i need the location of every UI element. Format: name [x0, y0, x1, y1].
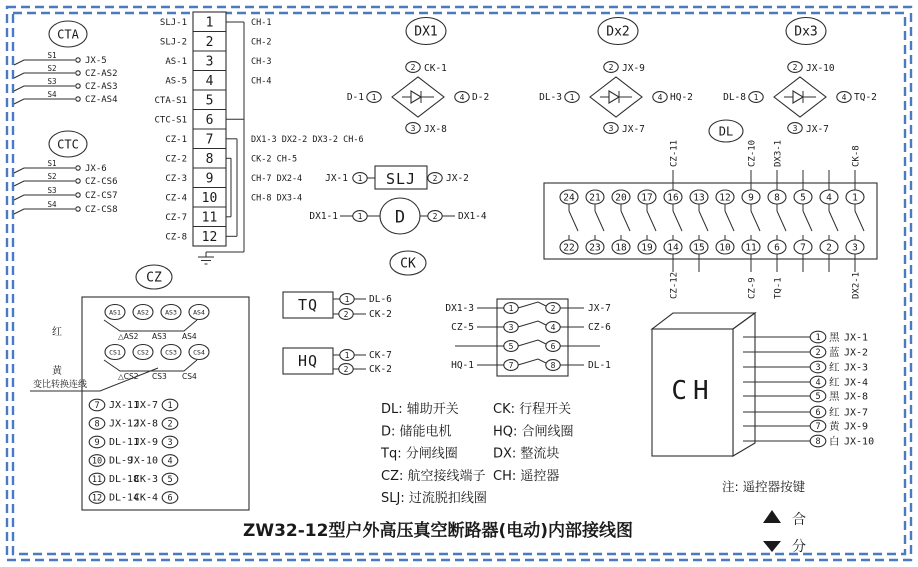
pin-number: 2: [815, 348, 821, 358]
socket-label: AS1: [109, 308, 121, 317]
pin-number: 3: [167, 438, 173, 448]
pin-number: 3: [508, 322, 514, 332]
pin-number: 3: [792, 123, 798, 133]
pin-number: 6: [774, 242, 780, 254]
close-label: 合: [792, 512, 806, 528]
pin-number: 21: [589, 192, 601, 204]
pin-number: 24: [563, 192, 575, 204]
cz-aviation-connector: [30, 265, 249, 510]
ch-box-side: [733, 313, 755, 456]
terminal-number: 12: [201, 229, 218, 245]
terminal-left-label: SLJ-1: [159, 17, 187, 28]
pin-wire-label: D-2: [472, 92, 490, 103]
switch-tap-label: S2: [47, 172, 57, 181]
legend: [380, 401, 574, 506]
component-label: CH: [671, 376, 715, 406]
terminal-number: 9: [205, 171, 214, 187]
pin-wire-label: DX1-3: [445, 303, 474, 314]
wire: [14, 73, 75, 78]
pin-wire-label: JX-11: [109, 400, 140, 412]
terminal-left-label: CZ-2: [165, 154, 187, 165]
pin-wire-label: DL-11: [109, 437, 140, 449]
strip-wire-label: CZ-12: [669, 271, 680, 299]
pin-number: 2: [167, 419, 173, 430]
pin-number: 3: [410, 123, 416, 133]
legend-entry: HQ: 合闸线圈: [493, 424, 574, 440]
pin-wire-label: JX-7: [588, 303, 611, 314]
cta-current-transformer: [14, 21, 118, 105]
pin-number: 2: [826, 242, 832, 254]
wire-end: [76, 179, 80, 183]
wire-color-label: 红: [829, 376, 840, 389]
d-energy-storage-motor: [309, 198, 486, 234]
wire: [14, 181, 75, 186]
pin-wire-label: JX-1: [325, 173, 348, 184]
wire-end: [76, 166, 80, 170]
pin-number: 1: [508, 303, 514, 313]
socket-label: CS3: [165, 348, 177, 357]
component-label: CTA: [57, 27, 79, 42]
link-label: CS4: [182, 372, 197, 381]
terminal-left-label: CZ-3: [165, 173, 187, 184]
terminal-number: 1: [205, 15, 214, 31]
component-label: CZ: [146, 270, 162, 286]
link-label: △CS2: [118, 372, 139, 381]
wire-color-label: 白: [829, 435, 840, 448]
remote-buttons-note: [722, 479, 806, 555]
pin-number: 2: [792, 62, 798, 72]
wire-end: [76, 84, 80, 88]
pin-number: 1: [167, 401, 173, 411]
pin-number: 2: [550, 303, 556, 313]
component-label: DL: [718, 124, 734, 139]
pin-wire-label: DL-8: [723, 92, 746, 103]
wire-target-label: CZ-AS3: [85, 82, 118, 92]
switch-tap-label: S4: [47, 90, 57, 99]
pin-wire-label: JX-8: [424, 124, 447, 135]
pin-number: 1: [753, 92, 759, 102]
pin-wire-label: JX-7: [844, 407, 869, 419]
pin-number: 18: [615, 242, 627, 254]
wire-target-label: CZ-CS7: [85, 191, 118, 201]
terminal-left-label: CTA-S1: [154, 95, 187, 106]
component-label: Dx2: [606, 24, 630, 40]
open-button-triangle-down: [763, 541, 781, 552]
pin-wire-label: JX-4: [844, 377, 869, 389]
component-label: SLJ: [385, 170, 417, 188]
pin-wire-label: JX-2: [844, 347, 869, 359]
socket-label: AS4: [193, 308, 205, 317]
pin-number: 8: [94, 419, 100, 430]
pin-number: 4: [657, 92, 663, 102]
pin-wire-label: CK-3: [133, 474, 158, 486]
wire: [14, 99, 75, 104]
wire: [14, 168, 75, 173]
terminal-number: 8: [205, 151, 214, 167]
pin-number: 2: [608, 62, 614, 72]
pin-number: 15: [693, 242, 705, 254]
legend-entry: DL: 辅助开关: [381, 402, 459, 417]
pin-wire-label: JX-1: [844, 332, 869, 344]
pin-number: 6: [167, 493, 173, 504]
pin-number: 16: [667, 192, 679, 204]
pin-wire-label: JX-7: [133, 400, 158, 412]
pin-number: 1: [357, 173, 363, 183]
legend-entry: CZ: 航空接线端子: [381, 468, 486, 484]
switch-tap-label: S3: [47, 186, 57, 195]
pin-number: 7: [94, 401, 100, 411]
terminal-number: 11: [201, 210, 218, 226]
pin-wire-label: TQ-2: [854, 92, 877, 103]
switch-tap-label: S3: [47, 77, 57, 86]
terminal-number: 3: [205, 54, 214, 70]
pin-wire-label: DL-9: [109, 455, 134, 467]
terminal-right-label: CH-7 DX2-4: [251, 173, 303, 184]
legend-entry: D: 储能电机: [381, 424, 452, 440]
strip-wire-label: DX2-1: [851, 271, 862, 299]
wire-end: [76, 71, 80, 75]
pin-wire-label: JX-7: [622, 124, 645, 135]
terminal-left-label: CZ-8: [165, 232, 187, 243]
pin-wire-label: DL-14: [109, 492, 140, 504]
pin-number: 17: [641, 192, 653, 204]
pin-number: 11: [745, 242, 757, 254]
socket-label: CS4: [193, 348, 205, 357]
pin-number: 5: [800, 192, 806, 204]
wire: [14, 195, 75, 200]
wire-target-label: JX-6: [85, 164, 107, 174]
wire-target-label: CZ-CS6: [85, 177, 118, 187]
wire-end: [76, 207, 80, 211]
strip-wire-label: CK-8: [851, 145, 862, 167]
strip-wire-label: DX3-1: [773, 139, 784, 167]
pin-number: 9: [748, 192, 754, 204]
pin-wire-label: CK-2: [369, 309, 392, 320]
pin-wire-label: DL-1: [588, 360, 611, 371]
terminal-number: 5: [205, 93, 214, 109]
link-label: AS3: [152, 332, 167, 341]
pin-number: 7: [815, 422, 821, 432]
pin-number: 20: [615, 192, 627, 204]
pin-wire-label: JX-7: [806, 124, 829, 135]
terminal-right-label: CH-2: [251, 37, 272, 48]
pin-wire-label: CK-4: [133, 492, 158, 504]
pin-wire-label: JX-10: [127, 455, 158, 467]
pin-wire-label: CK-7: [369, 350, 392, 361]
wire: [14, 60, 75, 65]
socket-label: CS2: [137, 348, 149, 357]
pin-number: 13: [693, 192, 705, 204]
pin-number: 11: [91, 475, 103, 485]
wire-end: [76, 193, 80, 197]
diagram-title: ZW32-12型户外高压真空断路器(电动)内部接线图: [243, 521, 633, 541]
pin-wire-label: CK-2: [369, 364, 392, 375]
terminal-right-label: CK-2 CH-5: [251, 154, 298, 165]
pin-number: 2: [432, 173, 438, 183]
tq-opening-coil: [283, 292, 392, 320]
ch-remote-control: [652, 313, 874, 456]
strip-wire-label: CZ-10: [747, 139, 758, 167]
pin-wire-label: DL-6: [369, 294, 392, 305]
terminal-left-label: CZ-7: [165, 212, 187, 223]
link-label: AS4: [182, 332, 197, 341]
strip-wire-label: CZ-11: [669, 139, 680, 167]
terminal-left-label: SLJ-2: [159, 37, 187, 48]
pin-wire-label: CZ-6: [588, 322, 611, 333]
legend-entry: DX: 整流块: [493, 446, 560, 462]
pin-wire-label: HQ-1: [451, 360, 474, 371]
pin-number: 22: [563, 242, 575, 254]
pin-wire-label: JX-2: [446, 173, 469, 184]
pin-number: 1: [371, 92, 377, 102]
pin-wire-label: JX-10: [844, 436, 875, 448]
pin-number: 14: [667, 242, 679, 254]
pin-number: 8: [774, 192, 780, 204]
pin-wire-label: CZ-5: [451, 322, 474, 333]
ctc-current-transformer: [14, 131, 118, 215]
legend-entry: CH: 遥控器: [493, 468, 560, 484]
legend-entry: CK: 行程开关: [493, 402, 572, 417]
pin-number: 8: [550, 360, 556, 370]
link-label: △AS2: [118, 332, 139, 341]
pin-number: 7: [800, 242, 806, 254]
terminal-left-label: CTC-S1: [154, 115, 187, 126]
pin-number: 6: [815, 408, 821, 418]
dl-auxiliary-switch-strip: [544, 120, 877, 299]
pin-number: 1: [344, 350, 350, 360]
pin-number: 4: [841, 92, 847, 102]
wire-end: [76, 58, 80, 62]
pin-number: 10: [719, 242, 731, 254]
strip-wire-label: TQ-1: [773, 277, 784, 299]
pin-wire-label: DL-18: [109, 474, 140, 486]
component-label: TQ: [297, 296, 319, 314]
wire-color-label: 蓝: [829, 346, 840, 359]
pin-number: 3: [815, 363, 821, 373]
terminal-right-label: DX1-3 DX2-2 DX3-2 CH-6: [251, 134, 364, 145]
wire-end: [76, 97, 80, 101]
hq-closing-coil: [283, 348, 392, 375]
pin-number: 4: [550, 322, 556, 332]
component-label: DX1: [414, 24, 438, 40]
close-button-triangle-up: [763, 510, 781, 523]
pin-number: 4: [459, 92, 465, 102]
ck-contact-block: [445, 299, 611, 376]
open-label: 分: [792, 539, 806, 555]
pin-wire-label: JX-9: [844, 421, 869, 433]
component-label: Dx3: [794, 24, 818, 40]
note-title: 注: 遥控器按键: [722, 479, 806, 494]
pin-number: 1: [569, 92, 575, 102]
terminal-number: 10: [201, 190, 218, 206]
pin-wire-label: HQ-2: [670, 92, 693, 103]
pin-number: 2: [343, 364, 349, 374]
pin-wire-label: JX-10: [806, 63, 835, 74]
terminal-left-label: CZ-1: [165, 134, 187, 145]
ck-travel-switch-label: [390, 251, 426, 275]
wire: [14, 209, 75, 214]
pin-wire-label: JX-3: [844, 362, 869, 374]
pin-number: 5: [508, 341, 514, 351]
pin-number: 1: [344, 294, 350, 304]
legend-entry: SLJ: 过流脱扣线圈: [381, 491, 487, 507]
legend-entry: Tq: 分闸线圈: [381, 446, 458, 462]
pin-number: 5: [815, 392, 821, 402]
component-label: CTC: [57, 137, 79, 152]
terminal-number: 4: [205, 73, 214, 89]
pin-number: 4: [826, 192, 832, 204]
wire: [14, 86, 75, 91]
pin-number: 1: [357, 211, 363, 221]
pin-wire-label: JX-8: [133, 418, 158, 430]
pin-number: 3: [608, 123, 614, 133]
pin-wire-label: JX-12: [109, 418, 140, 430]
pin-wire-label: DX1-4: [458, 211, 487, 222]
component-label: HQ: [297, 352, 319, 370]
terminal-right-label: CH-8 DX3-4: [251, 193, 303, 204]
pin-number: 2: [343, 309, 349, 319]
wire-color-label: 红: [829, 361, 840, 374]
pin-wire-label: D-1: [346, 92, 364, 103]
pin-number: 4: [167, 456, 173, 467]
pin-wire-label: DX1-1: [309, 211, 338, 222]
terminal-right-label: CH-3: [251, 56, 272, 67]
pin-number: 3: [852, 242, 858, 254]
pin-wire-label: DL-3: [539, 92, 562, 103]
pin-wire-label: CK-1: [424, 63, 447, 74]
socket-label: AS3: [165, 308, 177, 317]
terminal-right-label: CH-1: [251, 17, 272, 28]
terminal-number: 6: [205, 112, 214, 128]
wire-target-label: CZ-CS8: [85, 205, 118, 215]
terminal-left-label: AS-1: [165, 56, 187, 67]
pin-wire-label: JX-9: [622, 63, 645, 74]
component-label: D: [394, 207, 406, 228]
wire-color-label: 黑: [829, 390, 840, 403]
switch-tap-label: S1: [47, 51, 57, 60]
terminal-left-label: AS-5: [165, 76, 187, 87]
link-label: CS3: [152, 372, 167, 381]
pin-number: 1: [852, 192, 858, 204]
wire-target-label: JX-5: [85, 56, 107, 66]
pin-number: 19: [641, 242, 653, 254]
terminal-left-label: CZ-4: [165, 193, 187, 204]
wire-color-label: 黑: [829, 331, 840, 344]
pin-number: 23: [589, 242, 601, 254]
pin-number: 2: [410, 62, 416, 72]
strip-wire-label: CZ-9: [747, 277, 758, 299]
pin-number: 12: [719, 192, 731, 204]
slj-overcurrent-trip-coil: [325, 166, 469, 189]
pin-wire-label: JX-8: [844, 391, 869, 403]
pin-number: 6: [550, 341, 556, 351]
terminal-right-label: CH-4: [251, 76, 272, 87]
wire-color-label: 黄: [829, 420, 840, 433]
pin-number: 2: [432, 211, 438, 221]
switch-tap-label: S1: [47, 159, 57, 168]
pin-number: 9: [94, 438, 100, 448]
pin-number: 1: [815, 333, 821, 343]
wire-color-label: 红: [829, 406, 840, 419]
pin-number: 10: [91, 456, 103, 467]
socket-label: CS1: [109, 348, 121, 357]
wire-target-label: CZ-AS2: [85, 69, 118, 79]
pin-number: 5: [167, 475, 173, 485]
terminal-number: 2: [205, 34, 214, 50]
wire-color-label: 黄: [52, 366, 62, 377]
cz-note: 变比转换连线: [33, 380, 88, 390]
rectifier-blocks: [347, 18, 877, 136]
pin-number: 8: [815, 437, 821, 447]
wire-target-label: CZ-AS4: [85, 95, 118, 105]
pin-number: 4: [815, 378, 821, 388]
terminal-number: 7: [205, 132, 214, 148]
component-label: CK: [400, 256, 416, 272]
pin-wire-label: JX-9: [133, 437, 158, 449]
pin-number: 12: [91, 493, 103, 504]
wire-color-label: 红: [52, 327, 62, 338]
terminal-block: [154, 12, 363, 264]
socket-label: AS2: [137, 308, 149, 317]
switch-tap-label: S4: [47, 200, 57, 209]
pin-number: 7: [508, 360, 514, 370]
switch-tap-label: S2: [47, 64, 57, 73]
